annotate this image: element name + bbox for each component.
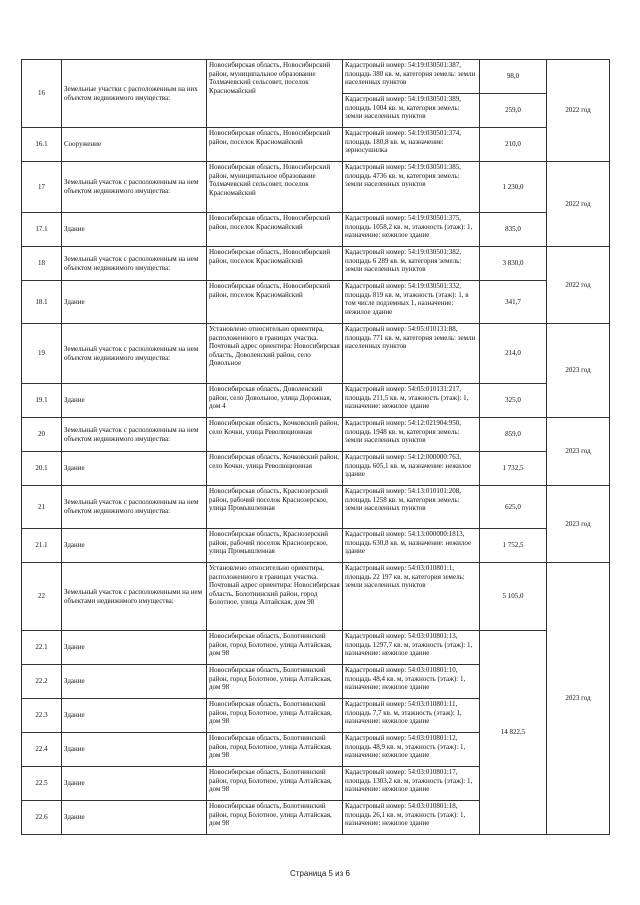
area-value: 859,0 <box>480 418 547 452</box>
row-number: 22.2 <box>22 665 62 699</box>
cadastral-info: Кадастровый номер: 54:19:030501:375, площадь 1058,2 кв. м, этажность (этаж): 1, назначение: нежилое здание <box>343 213 480 247</box>
row-number: 17 <box>22 162 62 213</box>
table-row <box>22 452 610 486</box>
area-value: 1 732,5 <box>480 452 547 486</box>
area-value: 1 752,5 <box>480 529 547 563</box>
area-value: 835,0 <box>480 213 547 247</box>
table-row <box>22 324 610 384</box>
table-row <box>22 486 610 529</box>
object-address: Новосибирская область, Болотнинский район, город Болотное, улица Алтайская, дом 98 <box>207 767 343 801</box>
area-value: 214,0 <box>480 324 547 384</box>
object-type: Земельные участки с расположенным на них объектом недвижимого имущества: <box>62 60 207 128</box>
row-number: 19 <box>22 324 62 384</box>
area-value: 14 822,5 <box>480 631 547 835</box>
table-row <box>22 418 610 452</box>
cadastral-info: Кадастровый номер: 54:03:010801:18, площадь 26,1 кв. м, этажность (этаж): 1, назначение: нежилое здание <box>343 801 480 835</box>
table-row <box>22 60 610 94</box>
row-number: 22.1 <box>22 631 62 665</box>
row-number: 18 <box>22 247 62 281</box>
year-cell: 2023 год <box>547 418 610 486</box>
table-row <box>22 384 610 418</box>
cadastral-info: Кадастровый номер: 54:13:000000:1813, площадь 630,8 кв. м, назначение: нежилое здание <box>343 529 480 563</box>
object-type: Здание <box>62 631 207 665</box>
object-address: Новосибирская область, Болотнинский район, город Болотное, улица Алтайская, дом 98 <box>207 631 343 665</box>
page-number: Страница 5 из 6 <box>290 869 350 878</box>
year-cell: 2023 год <box>547 324 610 418</box>
row-number: 18.1 <box>22 281 62 324</box>
table-row <box>22 213 610 247</box>
row-number: 20 <box>22 418 62 452</box>
object-address: Новосибирская область, Кочковский район, село Кочки, улица Революционная <box>207 418 343 452</box>
cadastral-info: Кадастровый номер: 54:03:010801:11, площадь 7,7 кв. м, этажность (этаж): 1, назначение: нежилое здание <box>343 699 480 733</box>
cadastral-info: Кадастровый номер: 54:05:010131:88, площадь 771 кв. м, категория земель: земли населенных пунктов <box>343 324 480 384</box>
table-row <box>22 631 610 665</box>
object-address: Новосибирская область, Новосибирский район, муниципальное образование Толмачевский сельсовет, поселок Красномайский <box>207 60 343 128</box>
cadastral-info: Кадастровый номер: 54:03:010801:1, площадь 22 197 кв. м, категория земель: земли населенных пунктов <box>343 563 480 631</box>
year-cell: 2022 год <box>547 247 610 324</box>
object-address: Новосибирская область, Болотнинский район, город Болотное, улица Алтайская, дом 98 <box>207 699 343 733</box>
object-address: Новосибирская область, Новосибирский район, поселок Красномайский <box>207 213 343 247</box>
cadastral-info: Кадастровый номер: 54:19:030501:385, площадь 4736 кв. м, категория земель: земли населенных пунктов <box>343 162 480 213</box>
object-address: Установлено относительно ориентира, расположенного в границах участка. Почтовый адрес ориентира: Новосибирская область, Доволенский район, село Довольное <box>207 324 343 384</box>
cadastral-info: Кадастровый номер: 54:19:030501:382, площадь 6 289 кв. м, категория земель: земли населенных пунктов <box>343 247 480 281</box>
object-type: Земельный участок с расположенным на нем объектом недвижимого имущества: <box>62 324 207 384</box>
property-table <box>21 59 610 835</box>
year-cell: 2023 год <box>547 563 610 835</box>
area-value: 5 105,0 <box>480 563 547 631</box>
cadastral-info: Кадастровый номер: 54:03:010801:13, площадь 1297,7 кв. м, этажность (этаж): 1, назначение: нежилое здание <box>343 631 480 665</box>
row-number: 21 <box>22 486 62 529</box>
cadastral-info: Кадастровый номер: 54:03:010801:17, площадь 1303,2 кв. м, этажность (этаж): 1, назначение: нежилое здание <box>343 767 480 801</box>
object-address: Новосибирская область, Болотнинский район, город Болотное, улица Алтайская, дом 98 <box>207 801 343 835</box>
row-number: 22.5 <box>22 767 62 801</box>
cadastral-info: Кадастровый номер: 54:19:030501:374, площадь 180,8 кв. м, назначение: зерносушилка <box>343 128 480 162</box>
object-type: Земельный участок с расположенным на нем объектом недвижимого имущества: <box>62 418 207 452</box>
cadastral-info: Кадастровый номер: 54:03:010801:10, площадь 48,4 кв. м, этажность (этаж): 1, назначение: нежилое здание <box>343 665 480 699</box>
year-cell: 2022 год <box>547 162 610 247</box>
cadastral-info: Кадастровый номер: 54:19:030501:389, площадь 1004 кв. м, категория земель: земли населенных пунктов <box>343 94 480 128</box>
cadastral-info: Кадастровый номер: 54:19:030501:387, площадь 380 кв. м, категория земель: земли населенных пунктов <box>343 60 480 94</box>
cadastral-info: Кадастровый номер: 54:13:010101:208, площадь 1258 кв. м, категория земель: земли населенных пунктов <box>343 486 480 529</box>
cadastral-info: Кадастровый номер: 54:12:021904:950, площадь 1948 кв. м, категория земель: земли населенных пунктов <box>343 418 480 452</box>
object-type: Здание <box>62 213 207 247</box>
object-address: Новосибирская область, Новосибирский район, поселок Красномайский <box>207 128 343 162</box>
object-type: Здание <box>62 767 207 801</box>
object-type: Здание <box>62 452 207 486</box>
object-address: Новосибирская область, Болотнинский район, город Болотное, улица Алтайская, дом 98 <box>207 665 343 699</box>
area-value: 325,0 <box>480 384 547 418</box>
row-number: 22.6 <box>22 801 62 835</box>
row-number: 20.1 <box>22 452 62 486</box>
object-address: Новосибирская область, Новосибирский район, муниципальное образование Толмачевский сельсовет, поселок Красномайский <box>207 162 343 213</box>
object-address: Новосибирская область, Доволенский район, село Довольное, улица Дорожная, дом 4 <box>207 384 343 418</box>
row-number: 19.1 <box>22 384 62 418</box>
row-number: 22.4 <box>22 733 62 767</box>
area-value: 98,0 <box>480 60 547 94</box>
object-type: Земельный участок с расположенными на нем объектами недвижимого имущества: <box>62 563 207 631</box>
row-number: 16.1 <box>22 128 62 162</box>
object-type: Здание <box>62 281 207 324</box>
table-row <box>22 162 610 213</box>
object-type: Здание <box>62 699 207 733</box>
table-row <box>22 247 610 281</box>
row-number: 16 <box>22 60 62 128</box>
table-row <box>22 281 610 324</box>
object-type: Сооружение <box>62 128 207 162</box>
row-number: 21.1 <box>22 529 62 563</box>
object-address: Новосибирская область, Кочковский район, село Кочки, улица Революционная <box>207 452 343 486</box>
cadastral-info: Кадастровый номер: 54:03:010801:12, площадь 48,9 кв. м, этажность (этаж): 1, назначение: нежилое здание <box>343 733 480 767</box>
object-address: Новосибирская область, Новосибирский район, поселок Красномайский <box>207 281 343 324</box>
area-value: 1 230,0 <box>480 162 547 213</box>
table-row <box>22 563 610 631</box>
object-type: Здание <box>62 529 207 563</box>
object-address: Новосибирская область, Краснозерский район, рабочий поселок Краснозерское, улица Промышленная <box>207 529 343 563</box>
object-type: Земельный участок с расположенным на нем объектом недвижимого имущества: <box>62 247 207 281</box>
cadastral-info: Кадастровый номер: 54:19:030501:332, площадь 819 кв. м, этажность (этаж): 1, в том числе подземных 1, назначение: нежилое здание <box>343 281 480 324</box>
row-number: 22.3 <box>22 699 62 733</box>
year-cell: 2023 год <box>547 486 610 563</box>
area-value: 259,0 <box>480 94 547 128</box>
row-number: 17.1 <box>22 213 62 247</box>
object-type: Земельный участок с расположенным на нем объектом недвижимого имущества: <box>62 162 207 213</box>
year-cell: 2022 год <box>547 60 610 162</box>
object-address: Новосибирская область, Краснозерский район, рабочий поселок Краснозерское, улица Промышленная <box>207 486 343 529</box>
table-row <box>22 128 610 162</box>
cadastral-info: Кадастровый номер: 54:05:010131:217, площадь 211,5 кв. м, этажность (этаж): 1, назначение: нежилое здание <box>343 384 480 418</box>
table-row <box>22 529 610 563</box>
object-address: Установлено относительно ориентира, расположенного в границах участка. Почтовый адрес ориентира: Новосибирская область, Болотнинский район, город Болотное, улица Алтайская, дом 98 <box>207 563 343 631</box>
area-value: 3 830,0 <box>480 247 547 281</box>
cadastral-info: Кадастровый номер: 54:12:000000:763, площадь 605,1 кв. м, назначение: нежилое здание <box>343 452 480 486</box>
area-value: 341,7 <box>480 281 547 324</box>
object-type: Здание <box>62 733 207 767</box>
object-address: Новосибирская область, Новосибирский район, поселок Красномайский <box>207 247 343 281</box>
object-address: Новосибирская область, Болотнинский район, город Болотное, улица Алтайская, дом 98 <box>207 733 343 767</box>
area-value: 625,0 <box>480 486 547 529</box>
area-value: 210,0 <box>480 128 547 162</box>
object-type: Земельный участок с расположенным на нем объектом недвижимого имущества: <box>62 486 207 529</box>
row-number: 22 <box>22 563 62 631</box>
object-type: Здание <box>62 665 207 699</box>
object-type: Здание <box>62 384 207 418</box>
object-type: Здание <box>62 801 207 835</box>
